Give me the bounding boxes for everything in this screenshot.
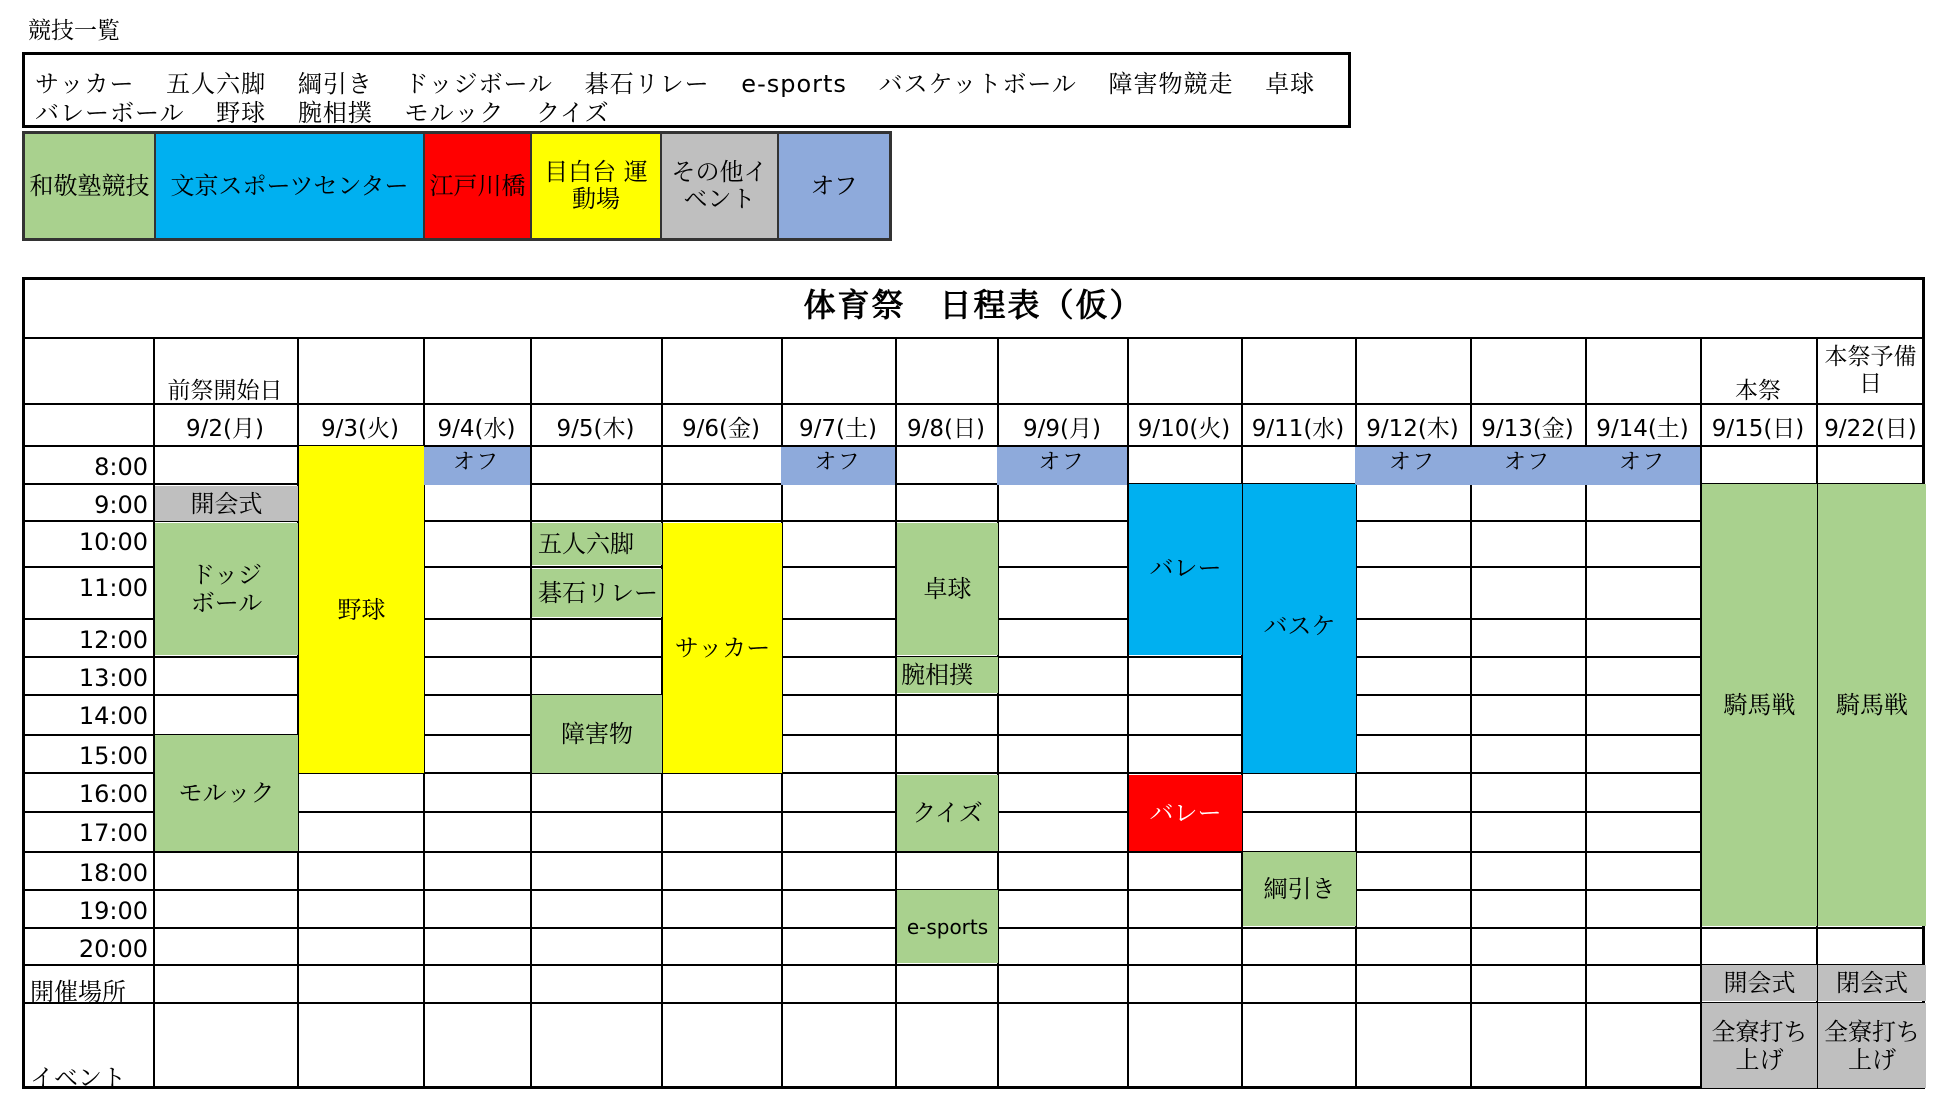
off-cell: オフ — [1355, 447, 1470, 485]
time-label: 8:00 — [94, 453, 148, 481]
party-reserve-cell: 全寮打ち上げ — [1818, 1003, 1926, 1088]
date-header: 9/10(火) — [1137, 416, 1231, 442]
time-label: 17:00 — [78, 819, 148, 847]
dodgeball-block: ドッジボール — [155, 523, 298, 655]
venue-row-label: 開催場所 — [30, 978, 126, 1006]
sport-name: 腕相撲 — [297, 99, 373, 127]
time-label: 12:00 — [78, 626, 148, 654]
grid-row-line — [22, 337, 1925, 339]
sport-list — [22, 52, 1351, 128]
esports-block: e-sports — [897, 890, 998, 963]
date-header: 9/9(月) — [1023, 416, 1101, 442]
legend-bunkyo: 文京スポーツセンター — [156, 134, 425, 238]
molkky-block: モルック — [155, 735, 298, 851]
date-header: 9/12(木) — [1366, 416, 1459, 442]
time-label: 9:00 — [94, 491, 148, 519]
date-header: 9/8(日) — [907, 416, 985, 442]
kiba-reserve-block: 騎馬戦 — [1818, 484, 1926, 926]
legend-other: その他イベント — [662, 134, 779, 238]
volley-block: バレー — [1129, 484, 1242, 655]
udezumo-block: 腕相撲 — [897, 657, 998, 693]
volley-edogawa-block: バレー — [1129, 775, 1242, 851]
tsunahiki-block: 綱引き — [1243, 852, 1356, 926]
sport-name: サッカー — [35, 70, 135, 98]
legend-mejirodai: 目白台 運動場 — [532, 134, 662, 238]
time-label: 10:00 — [78, 528, 148, 556]
sport-name: モルック — [404, 99, 505, 127]
obstacle-block: 障害物 — [532, 695, 662, 773]
off-cell: オフ — [423, 447, 530, 485]
off-cell: オフ — [781, 447, 895, 485]
main-festival-label: 本祭 — [1735, 378, 1781, 404]
date-header: 9/22(日) — [1824, 416, 1917, 442]
grid-col-line — [153, 337, 155, 1089]
legend-wakei: 和敬塾競技 — [25, 134, 156, 238]
time-label: 19:00 — [78, 897, 148, 925]
grid-row-line — [22, 964, 1925, 966]
kiba-main-block: 騎馬戦 — [1702, 484, 1817, 926]
gonin-block: 五人六脚 — [532, 523, 662, 565]
date-header: 9/14(土) — [1596, 416, 1689, 442]
event-row-label: イベント — [30, 1064, 126, 1092]
grid-col-line — [895, 337, 897, 1089]
off-cell: オフ — [1585, 447, 1700, 485]
off-cell: オフ — [1470, 447, 1585, 485]
sport-name: 野球 — [216, 99, 267, 127]
date-header: 9/15(日) — [1711, 416, 1805, 442]
grid-row-line — [22, 1002, 1925, 1004]
time-label: 20:00 — [78, 935, 148, 963]
date-header: 9/7(土) — [799, 416, 877, 442]
venue-legend — [22, 131, 892, 241]
sport-name: バレーボール — [35, 99, 185, 127]
party-main-cell: 全寮打ち上げ — [1702, 1003, 1817, 1088]
sport-name: 五人六脚 — [166, 70, 267, 98]
sport-name: 障害物競走 — [1108, 70, 1234, 98]
time-label: 14:00 — [78, 702, 148, 730]
sport-name: 碁石リレー — [584, 70, 710, 98]
grid-row-line — [22, 403, 1925, 405]
pre-start-label: 前祭開始日 — [167, 378, 283, 404]
sport-name: 卓球 — [1265, 70, 1316, 98]
time-label: 11:00 — [78, 574, 148, 602]
venue-opening-cell: 開会式 — [1702, 965, 1817, 1001]
legend-edogawabashi: 江戸川橋 — [425, 134, 532, 238]
competition-list-title: 競技一覧 — [28, 18, 120, 44]
basket-block: バスケ — [1243, 484, 1356, 773]
date-header: 9/6(金) — [682, 416, 760, 442]
time-label: 18:00 — [78, 859, 148, 887]
legend-off: オフ — [779, 134, 889, 238]
reserve-day-label: 本祭予備日 — [1824, 344, 1917, 397]
date-header: 9/13(金) — [1481, 416, 1574, 442]
venue-closing-cell: 閉会式 — [1818, 965, 1926, 1001]
baseball-block: 野球 — [299, 446, 424, 773]
schedule-title: 体育祭 日程表（仮） — [803, 286, 1144, 324]
sport-name: ドッジボール — [404, 70, 554, 98]
date-header: 9/3(火) — [321, 416, 399, 442]
opening-ceremony-cell: 開会式 — [155, 486, 298, 521]
takkyu-block: 卓球 — [897, 523, 998, 655]
grid-col-line — [1127, 337, 1129, 1089]
date-header: 9/4(水) — [437, 416, 516, 442]
date-header: 9/5(木) — [556, 416, 635, 442]
time-label: 16:00 — [78, 780, 148, 808]
grid-row-line — [22, 851, 1925, 853]
sport-name: e-sports — [741, 70, 847, 98]
date-header: 9/11(水) — [1251, 416, 1345, 442]
sport-name: クイズ — [536, 99, 610, 127]
time-label: 15:00 — [78, 742, 148, 770]
sport-name: 綱引き — [297, 70, 373, 98]
soccer-block: サッカー — [663, 523, 782, 773]
quiz-block: クイズ — [897, 775, 998, 851]
date-header: 9/2(月) — [186, 416, 264, 442]
goishi-block: 碁石リレー — [532, 569, 662, 617]
off-cell: オフ — [997, 447, 1127, 485]
sport-name: バスケットボール — [878, 70, 1077, 98]
time-label: 13:00 — [78, 664, 148, 692]
